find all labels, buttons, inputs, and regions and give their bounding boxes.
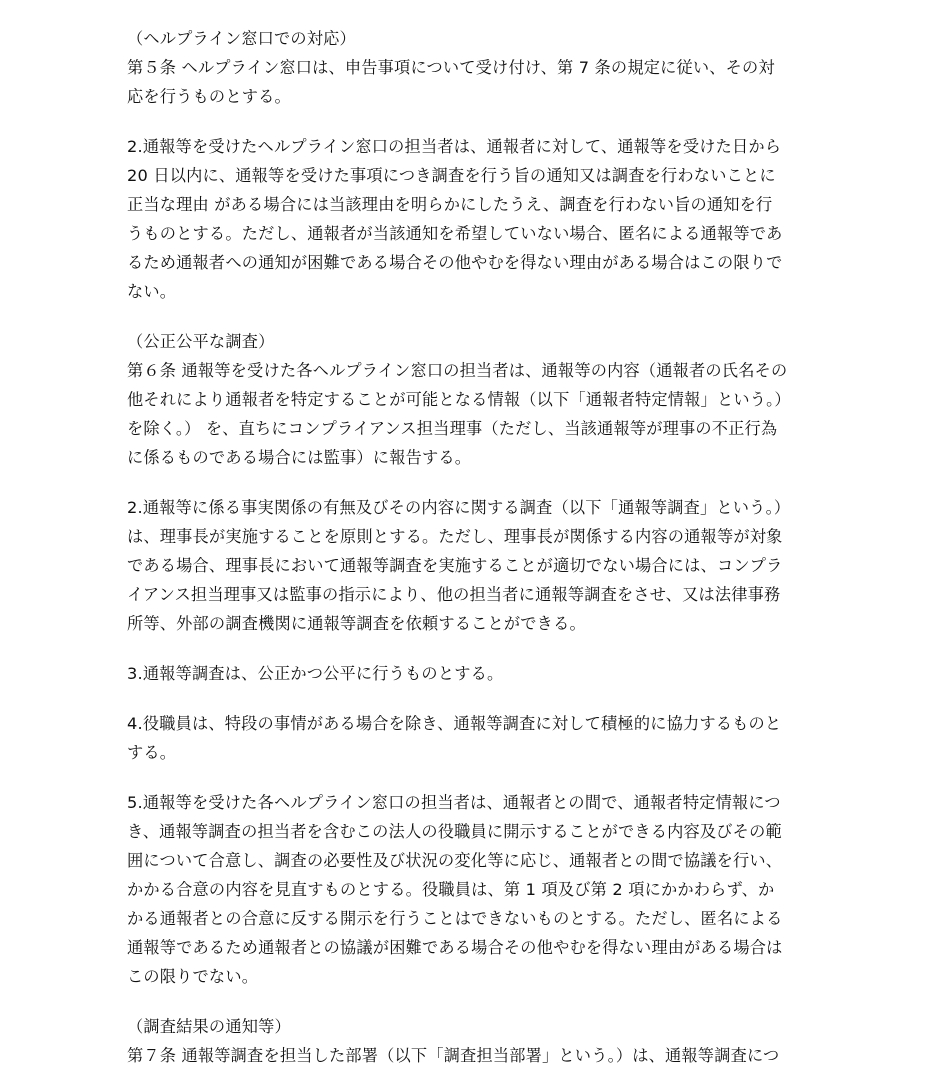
article-7-line-1: 第７条 通報等調査を担当した部署（以下「調査担当部署」という。）は、通報等調査につ — [127, 1046, 780, 1065]
regulation-text — [127, 24, 817, 1070]
article-6-para-5-line-5: かる通報者との合意に反する開示を行うことはできないものとする。ただし、匿名による — [127, 909, 783, 928]
article-6-para-4-line-2: する。 — [127, 743, 177, 762]
article-5-para-2-line-6: ない。 — [127, 282, 177, 301]
article-6-para-5-line-1: 5.通報等を受けた各ヘルプライン窓口の担当者は、通報者との間で、通報者特定情報につ — [127, 793, 781, 812]
article-5-para-2-line-1: 2.通報等を受けたヘルプライン窓口の担当者は、通報者に対して、通報等を受けた日から — [127, 137, 782, 156]
article-6-para-2-line-1: 2.通報等に係る事実関係の有無及びその内容に関する調査（以下「通報等調査」という。） — [127, 498, 791, 517]
article-6-para-2-line-3: である場合、理事長において通報等調査を実施することが適切でない場合には、コンプラ — [127, 556, 783, 575]
article-6-line-2: 他それにより通報者を特定することが可能となる情報（以下「通報者特定情報」という。） — [127, 390, 791, 409]
article-6-para-5-line-7: この限りでない。 — [127, 967, 259, 986]
section-heading-fair-investigation: （公正公平な調査） — [127, 332, 275, 351]
article-6-para-3-line-1: 3.通報等調査は、公正かつ公平に行うものとする。 — [127, 664, 504, 683]
article-6-line-3: を除く。） を、直ちにコンプライアンス担当理事（ただし、当該通報等が理事の不正行為 — [127, 419, 778, 438]
article-5-para-2-line-4: うものとする。ただし、通報者が当該通知を希望していない場合、匿名による通報等であ — [127, 224, 783, 243]
article-6-para-5-line-4: かかる合意の内容を見直すものとする。役職員は、第 1 項及び第 2 項にかかわらず、か — [127, 880, 775, 899]
article-5-para-2-line-2: 20 日以内に、通報等を受けた事項につき調査を行う旨の通知又は調査を行わないことに — [127, 166, 776, 185]
article-6-para-4-line-1: 4.役職員は、特段の事情がある場合を除き、通報等調査に対して積極的に協力するものと — [127, 714, 782, 733]
article-6-para-2-line-5: 所等、外部の調査機関に通報等調査を依頼することができる。 — [127, 614, 586, 633]
article-6-para-5-line-6: 通報等であるため通報者との協議が困難である場合その他やむを得ない理由がある場合は — [127, 938, 783, 957]
article-6-para-5-line-3: 囲について合意し、調査の必要性及び状況の変化等に応じ、通報者との間で協議を行い、 — [127, 851, 783, 870]
article-6-para-5-line-2: き、通報等調査の担当者を含むこの法人の役職員に開示することができる内容及びその範 — [127, 822, 782, 841]
section-heading-result-notification: （調査結果の通知等） — [127, 1017, 291, 1036]
article-5-para-2-line-3: 正当な理由 がある場合には当該理由を明らかにしたうえ、調査を行わない旨の通知を行 — [127, 195, 773, 214]
article-6-line-1: 第６条 通報等を受けた各ヘルプライン窓口の担当者は、通報等の内容（通報者の氏名その — [127, 361, 788, 380]
article-5-para-2-line-5: るため通報者への通知が困難である場合その他やむを得ない理由がある場合はこの限りで — [127, 253, 783, 272]
article-6-para-2-line-2: は、理事長が実施することを原則とする。ただし、理事長が関係する内容の通報等が対象 — [127, 527, 783, 546]
article-5-line-1: 第５条 ヘルプライン窓口は、申告事項について受け付け、第 7 条の規定に従い、その対 — [127, 58, 775, 77]
article-6-line-4: に係るものである場合には監事）に報告する。 — [127, 448, 472, 467]
section-heading-helpline-response: （ヘルプライン窓口での対応） — [127, 29, 356, 48]
article-6-para-2-line-4: イアンス担当理事又は監事の指示により、他の担当者に通報等調査をさせ、又は法律事務 — [127, 585, 781, 604]
article-5-line-2: 応を行うものとする。 — [127, 87, 291, 106]
